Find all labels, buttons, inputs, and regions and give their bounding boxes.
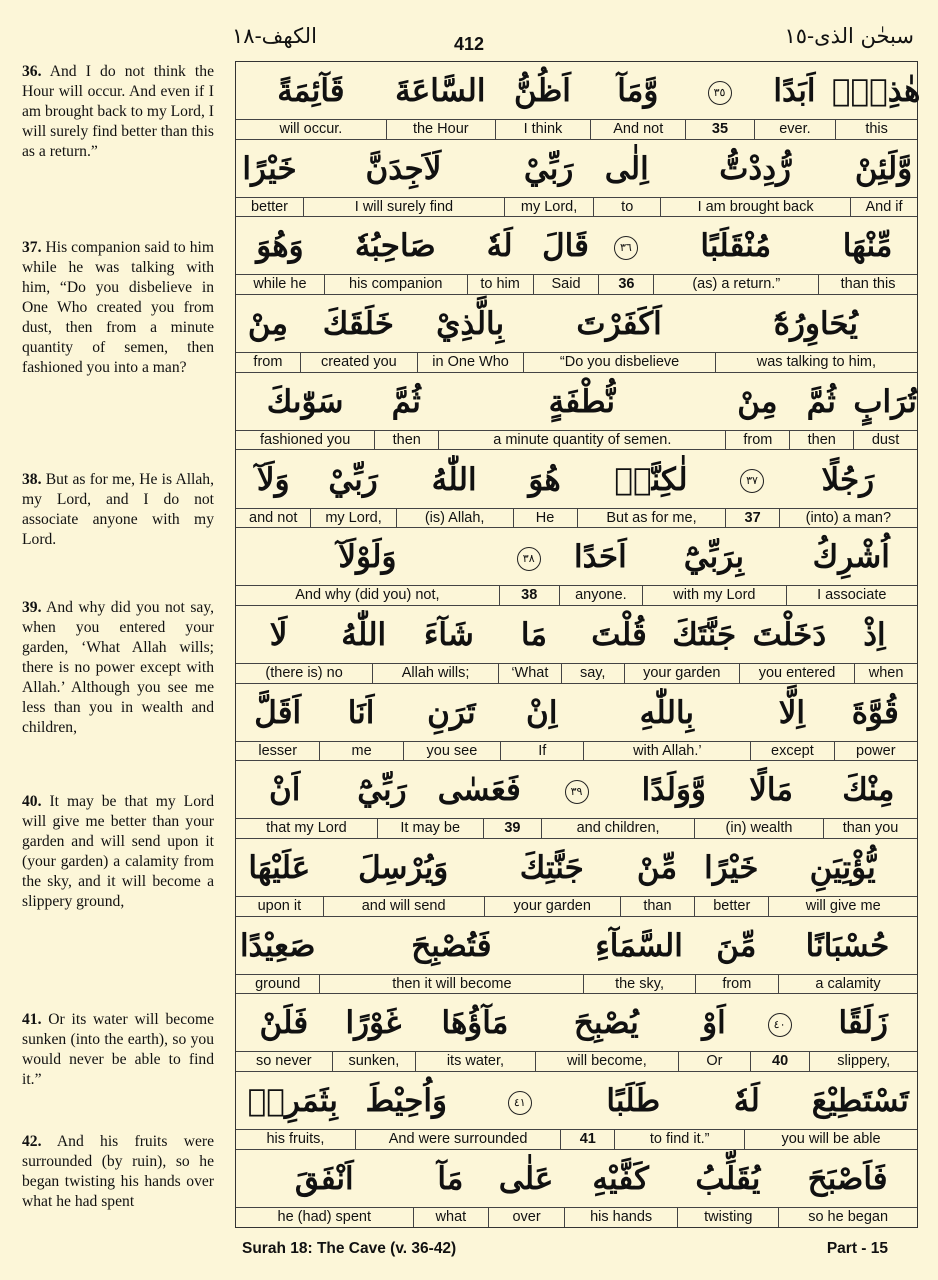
arabic-word: وَهُوَ bbox=[256, 228, 304, 265]
gloss-cell: sunken, bbox=[332, 1052, 416, 1071]
verse-number-label: 37 bbox=[725, 509, 778, 528]
arabic-word: خَيْرًا bbox=[242, 150, 297, 187]
arabic-word: يُقَلِّبُ bbox=[695, 1160, 761, 1197]
verse-number-label: 41 bbox=[560, 1130, 614, 1149]
arabic-word: بِالَّذِيْ bbox=[436, 306, 505, 343]
gloss-cell: power bbox=[834, 742, 917, 761]
gloss-cell: And why (did you) not, bbox=[295, 587, 440, 604]
arabic-line bbox=[236, 451, 917, 509]
verse-number-label: 36 bbox=[598, 275, 653, 294]
gloss-cell: so he began bbox=[778, 1208, 917, 1227]
gloss-cell: ‘What bbox=[498, 664, 561, 683]
gloss-cell: Said bbox=[533, 275, 599, 294]
arabic-word: تَرَنِ bbox=[427, 694, 476, 731]
gloss-cell: upon it bbox=[257, 898, 302, 914]
gloss-cell: when bbox=[854, 664, 917, 683]
arabic-word: اُشْرِكُ bbox=[812, 539, 890, 576]
gloss-cell: with Allah.’ bbox=[583, 742, 750, 761]
arabic-word: صَعِيْدًا bbox=[239, 927, 316, 964]
arabic-word: لَهٗ bbox=[486, 228, 513, 265]
gloss-cell: its water, bbox=[415, 1052, 534, 1071]
gloss-cell: to him bbox=[467, 275, 533, 294]
gloss-cell: created you bbox=[300, 353, 417, 372]
grid-row bbox=[236, 994, 917, 1072]
arabic-word: فَاَصْبَحَ bbox=[807, 1160, 888, 1197]
arabic-word: يُحَاوِرُهٗٓ bbox=[773, 306, 859, 343]
arabic-word: اَنَا bbox=[347, 694, 375, 731]
arabic-word: اِذْ bbox=[863, 616, 886, 653]
gloss-cell: what bbox=[413, 1208, 489, 1227]
gloss-cell: from bbox=[253, 354, 283, 371]
verse-number-label: 35 bbox=[685, 120, 753, 139]
gloss-cell: And were surrounded bbox=[355, 1130, 560, 1149]
gloss-cell: from bbox=[695, 975, 778, 994]
verse-marker-icon: ٣٥ bbox=[708, 81, 732, 105]
verse-end-marker bbox=[460, 1072, 580, 1130]
arabic-word: وَلَآ bbox=[256, 461, 290, 498]
arabic-word: قَآئِمَةً bbox=[277, 73, 345, 109]
verse-number-label: 39 bbox=[483, 819, 542, 838]
gloss-cell: this bbox=[835, 120, 917, 139]
gloss-cell: (as) a return.” bbox=[653, 275, 818, 294]
gloss-cell: twisting bbox=[677, 1208, 778, 1227]
gloss-cell: (in) wealth bbox=[694, 819, 823, 838]
arabic-word: جَنَّتَكَ bbox=[672, 616, 737, 653]
arabic-line bbox=[236, 839, 917, 897]
arabic-line bbox=[236, 606, 917, 664]
arabic-word: اَظُنُّ bbox=[513, 73, 571, 109]
arabic-word: مِّنْهَا bbox=[842, 228, 893, 265]
verse-note-number: 37. bbox=[22, 239, 42, 256]
gloss-cell: then bbox=[374, 431, 438, 450]
arabic-word: اَنْفَقَ bbox=[294, 1160, 354, 1197]
gloss-cell: my Lord, bbox=[310, 509, 395, 528]
gloss-cell: “Do you disbelieve bbox=[523, 353, 715, 372]
arabic-word: وَّلَئِنْ bbox=[854, 150, 913, 187]
verse-marker-icon: ٣٩ bbox=[565, 780, 589, 804]
gloss-cell: It may be bbox=[377, 819, 483, 838]
arabic-word: اَبَدًا bbox=[773, 73, 816, 109]
verse-note bbox=[22, 1010, 214, 1090]
gloss-cell: If bbox=[500, 742, 583, 761]
arabic-word: نُّطْفَةٍ bbox=[548, 383, 615, 420]
arabic-word: مَآؤُهَا bbox=[441, 1005, 509, 1042]
arabic-word: مَآ bbox=[437, 1160, 464, 1197]
arabic-word: السَّاعَةَ bbox=[395, 73, 486, 109]
arabic-line bbox=[236, 1072, 917, 1130]
arabic-word: مِّنْ bbox=[636, 850, 678, 886]
arabic-word: جَنَّتِكَ bbox=[519, 850, 584, 886]
grid-row bbox=[236, 528, 917, 606]
verse-marker-icon: ٣٦ bbox=[614, 236, 638, 260]
arabic-word: لَا bbox=[269, 616, 288, 653]
gloss-cell: And if bbox=[850, 198, 917, 217]
gloss-cell: lesser bbox=[258, 742, 298, 759]
grid-row bbox=[236, 140, 917, 218]
arabic-word: رَجُلًا bbox=[821, 461, 875, 498]
arabic-word: دَخَلْتَ bbox=[752, 616, 827, 653]
arabic-word: فَتُصْبِحَ bbox=[411, 927, 492, 964]
verse-note bbox=[22, 1132, 214, 1212]
gloss-cell: his fruits, bbox=[266, 1131, 325, 1148]
grid-row bbox=[236, 1150, 917, 1228]
gloss-cell: from bbox=[725, 431, 789, 450]
arabic-word: اَوْ bbox=[702, 1005, 726, 1042]
gloss-cell: and children, bbox=[541, 819, 694, 838]
gloss-cell: a minute quantity of semen. bbox=[438, 431, 725, 450]
gloss-cell: then it will become bbox=[319, 975, 583, 994]
arabic-word: رَبِّيْ bbox=[523, 150, 574, 187]
arabic-line bbox=[236, 684, 917, 742]
gloss-cell: (into) a man? bbox=[779, 509, 917, 528]
verse-number-label: 38 bbox=[499, 586, 559, 605]
arabic-word: مَا bbox=[520, 616, 547, 653]
verse-marker-icon: ٤٠ bbox=[768, 1013, 792, 1037]
arabic-word: اِلَّا bbox=[778, 694, 806, 731]
verse-note-text: But as for me, He is Allah, my Lord, and I do not associate anyone with my Lord. bbox=[22, 471, 214, 548]
gloss-cell: Allah wills; bbox=[372, 664, 498, 683]
gloss-cell: will occur. bbox=[279, 121, 343, 137]
gloss-cell: his hands bbox=[564, 1208, 678, 1227]
gloss-cell: And not bbox=[590, 120, 685, 139]
gloss-cell: ground bbox=[255, 975, 301, 992]
grid-row bbox=[236, 684, 917, 762]
grid-row bbox=[236, 295, 917, 373]
grid-row bbox=[236, 373, 917, 451]
gloss-cell: slippery, bbox=[809, 1052, 917, 1071]
gloss-cell: you see bbox=[403, 742, 500, 761]
word-by-word-grid bbox=[235, 61, 921, 1228]
gloss-cell: than this bbox=[818, 275, 917, 294]
arabic-word: يُّؤْتِيَنِ bbox=[809, 850, 876, 886]
gloss-cell: and will send bbox=[323, 897, 484, 916]
gloss-cell: over bbox=[488, 1208, 564, 1227]
gloss-cell: with my Lord bbox=[642, 586, 785, 605]
gloss-cell: so never bbox=[255, 1053, 312, 1070]
gloss-cell: Or bbox=[678, 1052, 750, 1071]
arabic-word: وَّوَلَدًا bbox=[641, 772, 706, 809]
gloss-cell: fashioned you bbox=[260, 431, 351, 448]
gloss-cell: I associate bbox=[786, 586, 917, 605]
gloss-cell: But as for me, bbox=[577, 509, 726, 528]
footer-part: Part - 15 bbox=[826, 1240, 888, 1257]
gloss-cell: will give me bbox=[768, 897, 917, 916]
arabic-word: هُوَ bbox=[528, 461, 561, 498]
verse-note-number: 42. bbox=[22, 1133, 42, 1150]
arabic-word: لَاَجِدَنَّ bbox=[365, 150, 442, 187]
gloss-cell: a calamity bbox=[778, 975, 917, 994]
arabic-word: السَّمَآءِ bbox=[595, 927, 683, 964]
gloss-cell: (is) Allah, bbox=[396, 509, 513, 528]
arabic-word: اَقَلَّ bbox=[254, 694, 302, 731]
gloss-cell: he (had) spent bbox=[277, 1208, 372, 1225]
arabic-word: بِثَمَرِهٖ bbox=[247, 1083, 338, 1120]
verse-note-number: 40. bbox=[22, 793, 42, 810]
arabic-word: اِلٰى bbox=[604, 150, 649, 187]
verse-marker-icon: ٣٨ bbox=[517, 547, 541, 571]
gloss-cell: that my Lord bbox=[266, 820, 347, 837]
arabic-word: اِنْ bbox=[526, 694, 558, 731]
gloss-cell: will become, bbox=[535, 1052, 678, 1071]
arabic-word: اَنْ bbox=[268, 772, 301, 809]
arabic-line bbox=[236, 994, 917, 1052]
verse-note bbox=[22, 470, 214, 550]
grid-row bbox=[236, 62, 921, 140]
verse-note-text: It may be that my Lord will give me better than your garden and will send upon it (your garden) a calamity from the sky, and it will become a slippery ground, bbox=[22, 793, 214, 910]
gloss-cell: was talking to him, bbox=[715, 353, 917, 372]
arabic-word: وَّمَآ bbox=[617, 73, 659, 109]
arabic-word: مِنْكَ bbox=[842, 772, 895, 809]
arabic-word: ثُمَّ bbox=[806, 383, 836, 420]
gloss-cell: to find it.” bbox=[614, 1130, 744, 1149]
gloss-cell: the Hour bbox=[386, 120, 495, 139]
arabic-word: وَاُحِيْطَ bbox=[365, 1083, 448, 1120]
arabic-word: لَهٗ bbox=[733, 1083, 760, 1120]
arabic-word: مِّنَ bbox=[716, 927, 757, 964]
gloss-cell: I will surely find bbox=[303, 198, 504, 217]
gloss-cell: than you bbox=[823, 819, 917, 838]
gloss-cell: in One Who bbox=[417, 353, 523, 372]
gloss-cell: I think bbox=[495, 120, 590, 139]
arabic-word: زَلَقًا bbox=[838, 1005, 888, 1042]
arabic-word: قُلْتَ bbox=[591, 616, 647, 653]
gloss-cell: better bbox=[250, 198, 289, 215]
gloss-cell: He bbox=[513, 509, 577, 528]
arabic-word: رُّدِدْتُّ bbox=[719, 150, 791, 187]
grid-row bbox=[236, 217, 917, 295]
verse-note-text: And his fruits were surrounded (by ruin), so he began twisting his hands over what he had spent bbox=[22, 1133, 214, 1210]
gloss-cell: the sky, bbox=[583, 975, 694, 994]
arabic-word: قُوَّةَ bbox=[851, 694, 899, 731]
gloss-cell: I am brought back bbox=[660, 198, 850, 217]
arabic-word: وَيُرْسِلَ bbox=[358, 850, 449, 886]
gloss-cell: my Lord, bbox=[504, 198, 593, 217]
gloss-cell: to bbox=[593, 198, 660, 217]
grid-row bbox=[236, 451, 917, 529]
arabic-word: رَبِّيْ bbox=[328, 461, 378, 498]
gloss-cell: while he bbox=[253, 276, 307, 293]
gloss-cell: you entered bbox=[739, 664, 854, 683]
arabic-word: عَلٰى bbox=[498, 1160, 554, 1197]
arabic-word: خَيْرًا bbox=[704, 850, 759, 886]
arabic-word: اَكَفَرْتَ bbox=[576, 306, 662, 343]
verse-note bbox=[22, 792, 214, 912]
verse-note bbox=[22, 598, 214, 738]
grid-row bbox=[236, 839, 917, 917]
gloss-cell: dust bbox=[853, 431, 917, 450]
verse-number-label: 40 bbox=[750, 1052, 810, 1071]
arabic-line bbox=[236, 1150, 917, 1208]
header-surah-name: الكهف-١٨ bbox=[232, 24, 317, 48]
arabic-word: بِاللّٰهِ bbox=[639, 694, 695, 731]
verse-note-text: Or its water will become sunken (into the earth), so you would never be able to find it.” bbox=[22, 1011, 214, 1088]
verse-note bbox=[22, 62, 214, 162]
arabic-word: قَالَ bbox=[542, 228, 589, 265]
arabic-word: مَالًا bbox=[749, 772, 793, 809]
verse-note-text: His companion said to him while he was talking with him, “Do you disbelieve in One Who created you from dust, then from a minute quantity of semen, then fashioned you into a man? bbox=[22, 239, 214, 376]
arabic-word: عَلَيْهَا bbox=[248, 850, 311, 886]
arabic-word: تَسْتَطِيْعَ bbox=[811, 1083, 909, 1120]
verse-note-text: And why did you not say, when you entered your garden, ‘What Allah wills; there is no power except with Allah.’ Although you see me less than you in wealth and children, bbox=[22, 599, 214, 736]
verse-note-number: 39. bbox=[22, 599, 42, 616]
header-juz-name: سبحٰن الذی-١٥ bbox=[784, 24, 914, 48]
arabic-word: مِنْ bbox=[737, 383, 778, 420]
arabic-line bbox=[236, 140, 917, 198]
footer-surah-info: Surah 18: The Cave (v. 36-42) bbox=[242, 1240, 457, 1257]
arabic-word: بِرَبِّيْٓ bbox=[683, 539, 744, 576]
gloss-cell: you will be able bbox=[744, 1130, 917, 1149]
arabic-line bbox=[236, 217, 917, 275]
gloss-cell: than bbox=[620, 897, 694, 916]
arabic-word: سَوّٰىكَ bbox=[266, 383, 344, 420]
arabic-word: رَبِّيْٓ bbox=[357, 772, 407, 809]
arabic-word: مُنْقَلَبًا bbox=[700, 228, 772, 265]
verse-note bbox=[22, 238, 214, 378]
arabic-line bbox=[236, 917, 917, 975]
arabic-word: اللّٰهُ bbox=[341, 616, 387, 653]
arabic-word: لٰكِنَّا۠ bbox=[614, 461, 688, 498]
arabic-line bbox=[236, 761, 917, 819]
grid-row bbox=[236, 761, 917, 839]
gloss-cell: his companion bbox=[324, 275, 467, 294]
verse-end-marker bbox=[566, 217, 686, 275]
grid-row bbox=[236, 917, 917, 995]
gloss-cell: me bbox=[319, 742, 402, 761]
gloss-cell: your garden bbox=[624, 664, 739, 683]
arabic-word: غَوْرًا bbox=[345, 1005, 402, 1042]
verse-marker-icon: ٤١ bbox=[508, 1091, 532, 1115]
arabic-word: فَلَنْ bbox=[259, 1005, 309, 1042]
verse-note-text: And I do not think the Hour will occur. And even if I am brought back to my Lord, I will surely find better than this as a return.” bbox=[22, 63, 214, 160]
arabic-line bbox=[236, 295, 917, 353]
arabic-word: كَفَّيْهِ bbox=[592, 1160, 649, 1197]
arabic-word: فَعَسٰى bbox=[437, 772, 521, 809]
verse-marker-icon: ٣٧ bbox=[740, 469, 764, 493]
arabic-word: صَاحِبُهٗ bbox=[354, 228, 436, 265]
grid-row bbox=[236, 1072, 917, 1150]
gloss-cell: better bbox=[694, 897, 768, 916]
verse-note-number: 41. bbox=[22, 1011, 42, 1028]
arabic-word: اَحَدًا bbox=[574, 539, 627, 576]
gloss-cell: ever. bbox=[754, 120, 836, 139]
page-number: 412 bbox=[453, 34, 485, 54]
arabic-line bbox=[236, 62, 921, 120]
arabic-word: حُسْبَانًا bbox=[805, 927, 890, 964]
gloss-cell: then bbox=[789, 431, 853, 450]
arabic-word: طَلَبًا bbox=[606, 1083, 661, 1120]
gloss-cell: (there is) no bbox=[265, 664, 343, 681]
gloss-cell: except bbox=[750, 742, 833, 761]
verse-note-number: 36. bbox=[22, 63, 42, 80]
arabic-word: ثُمَّ bbox=[391, 383, 421, 420]
gloss-cell: your garden bbox=[484, 897, 620, 916]
arabic-word: خَلَقَكَ bbox=[322, 306, 394, 343]
arabic-line bbox=[236, 373, 917, 431]
arabic-word: يُصْبِحَ bbox=[573, 1005, 639, 1042]
arabic-line bbox=[236, 528, 917, 586]
arabic-word: شَآءَ bbox=[423, 616, 474, 653]
gloss-cell: and not bbox=[249, 509, 298, 526]
arabic-word: تُرَابٍ bbox=[853, 383, 917, 420]
arabic-word: مِنْ bbox=[247, 306, 289, 343]
gloss-cell: anyone. bbox=[559, 586, 643, 605]
verse-note-number: 38. bbox=[22, 471, 42, 488]
gloss-cell: say, bbox=[561, 664, 624, 683]
arabic-word: هٰذِهٖٓ bbox=[831, 73, 921, 109]
arabic-word: اللّٰهُ bbox=[431, 461, 477, 498]
arabic-word: وَلَوْلَآ bbox=[338, 539, 397, 576]
grid-row bbox=[236, 606, 917, 684]
